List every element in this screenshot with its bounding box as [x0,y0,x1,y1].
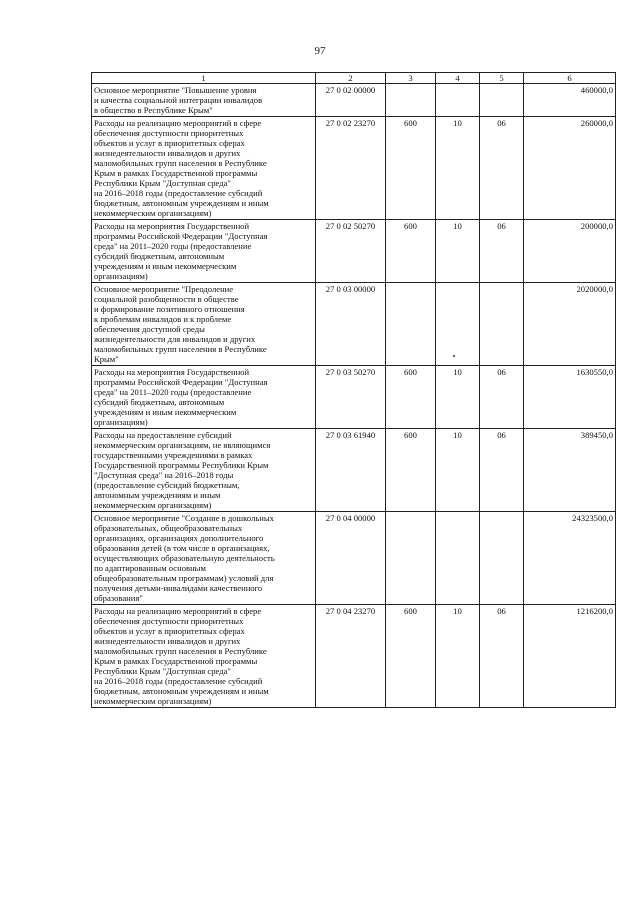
row-name-line: общеобразовательным программам) условий для [94,573,274,583]
row-name-line: "Доступная среда" на 2016–2018 годы [94,470,234,480]
table-row [92,220,616,283]
row-col4: 10 [436,220,480,283]
row-col3 [386,84,436,117]
row-name-line: образования детей (в том числе в организациях, [94,543,270,553]
row-col3: 600 [386,220,436,283]
row-code: 27 0 04 00000 [316,512,386,605]
row-name-line: и качества социальной интеграции инвалидов [94,95,263,105]
row-name-line: образовательных, общеобразовательных [94,523,243,533]
row-amount: 389450,0 [524,429,616,512]
row-name [92,366,316,429]
row-name-line: учреждениям и иным некоммерческим [94,261,237,271]
table-row [92,512,616,605]
row-col5: 06 [480,605,524,708]
row-name-line: к проблемам инвалидов и к проблеме [94,314,232,324]
row-code: 27 0 03 50270 [316,366,386,429]
row-name-line: жизнедеятельности для инвалидов и других [94,334,256,344]
scan-speck [453,355,455,357]
row-name-line: на 2016–2018 годы (предоставление субсидий [94,676,263,686]
row-col3: 600 [386,605,436,708]
row-col4 [436,283,480,366]
row-name-line: Расходы на мероприятия Государственной [94,367,250,377]
row-name-line: Основное мероприятие "Повышение уровня [94,85,257,95]
row-name-line: маломобильных групп населения в Республике [94,646,267,656]
row-amount: 200000,0 [524,220,616,283]
row-amount: 460000,0 [524,84,616,117]
table-row [92,84,616,117]
table-row [92,429,616,512]
row-col3: 600 [386,429,436,512]
row-name-line: Расходы на предоставление субсидий [94,430,232,440]
row-name-line: организациям) [94,417,148,427]
row-name-line: обеспечения доступности приоритетных [94,128,244,138]
row-name-line: Основное мероприятие "Создание в дошкольных [94,513,274,523]
row-name-line: программы Российской Федерации "Доступная [94,377,268,387]
table-row [92,605,616,708]
table-row [92,366,616,429]
row-code: 27 0 04 23270 [316,605,386,708]
budget-table [91,72,616,708]
header-row [92,73,616,84]
row-name-line: субсидий бюджетным, автономным [94,251,225,261]
row-name-line: обеспечения доступной среды [94,324,205,334]
row-col5: 06 [480,429,524,512]
row-name-line: некоммерческим организациям, не являющимся [94,440,271,450]
table-body [92,84,616,708]
row-name-line: бюджетным, автономным учреждениям и иным [94,198,269,208]
row-name-line: бюджетным, автономным учреждениям и иным [94,686,269,696]
row-col5 [480,283,524,366]
row-name-line: Государственной программы Республики Крым [94,460,269,470]
row-code: 27 0 02 23270 [316,117,386,220]
row-name-line: (предоставление субсидий бюджетным, [94,480,240,490]
row-name-line: получения детьми-инвалидами качественного [94,583,263,593]
header-cell-1: 1 [92,73,316,84]
row-name-line: государственными учреждениями в рамках [94,450,253,460]
row-name-line: и формирование позитивного отношения [94,304,245,314]
row-col3: 600 [386,117,436,220]
row-col4 [436,84,480,117]
row-col4: 10 [436,429,480,512]
row-name [92,84,316,117]
row-name-line: маломобильных групп населения в Республике [94,158,267,168]
row-amount: 1630550,0 [524,366,616,429]
header-cell-3: 3 [386,73,436,84]
row-name-line: на 2016–2018 годы (предоставление субсидий [94,188,263,198]
row-amount: 2020000,0 [524,283,616,366]
row-code: 27 0 03 61940 [316,429,386,512]
row-name-line: маломобильных групп населения в Республике [94,344,267,354]
header-cell-6: 6 [524,73,616,84]
row-name-line: Расходы на реализацию мероприятий в сфере [94,606,262,616]
row-name [92,283,316,366]
row-name-line: Расходы на реализацию мероприятий в сфере [94,118,262,128]
row-code: 27 0 02 00000 [316,84,386,117]
header-cell-4: 4 [436,73,480,84]
row-name-line: Основное мероприятие "Преодоление [94,284,234,294]
row-col3: 600 [386,366,436,429]
row-name-line: объектов и услуг в приоритетных сферах [94,138,245,148]
row-name-line: в общество в Республике Крым" [94,105,213,115]
row-name-line: жизнедеятельности инвалидов и других [94,636,241,646]
row-name-line: Расходы на мероприятия Государственной [94,221,250,231]
header-cell-2: 2 [316,73,386,84]
row-col5 [480,84,524,117]
row-name-line: среда" на 2011–2020 годы (предоставление [94,241,252,251]
row-col3 [386,512,436,605]
row-name-line: автономным учреждениям и иным [94,490,221,500]
row-name-line: некоммерческим организациям) [94,696,212,706]
row-name-line: Республики Крым "Доступная среда" [94,178,231,188]
row-name [92,605,316,708]
row-name-line: социальной разобщенности в обществе [94,294,239,304]
row-name-line: осуществляющих образовательную деятельность [94,553,275,563]
row-amount: 1216200,0 [524,605,616,708]
row-name-line: субсидий бюджетным, автономным [94,397,225,407]
row-col3 [386,283,436,366]
row-name [92,429,316,512]
row-name-line: Республики Крым "Доступная среда" [94,666,231,676]
row-name [92,512,316,605]
row-name-line: объектов и услуг в приоритетных сферах [94,626,245,636]
row-col4: 10 [436,117,480,220]
row-col4 [436,512,480,605]
row-name-line: Крым" [94,354,119,364]
row-name-line: некоммерческим организациям) [94,500,212,510]
row-col5: 06 [480,117,524,220]
row-name-line: жизнедеятельности инвалидов и других [94,148,241,158]
row-name-line: программы Российской Федерации "Доступная [94,231,268,241]
row-name-line: организациях, организациях дополнительного [94,533,264,543]
row-name [92,117,316,220]
row-name-line: по адаптированным основным [94,563,206,573]
row-code: 27 0 02 50270 [316,220,386,283]
row-col5: 06 [480,220,524,283]
row-name-line: образования" [94,593,143,603]
table-row [92,117,616,220]
row-name-line: среда" на 2011–2020 годы (предоставление [94,387,252,397]
row-code: 27 0 03 00000 [316,283,386,366]
row-col4: 10 [436,605,480,708]
page-number: 97 [314,45,326,57]
row-name [92,220,316,283]
row-name-line: Крым в рамках Государственной программы [94,656,258,666]
header-cell-5: 5 [480,73,524,84]
row-col4: 10 [436,366,480,429]
row-col5 [480,512,524,605]
row-col5: 06 [480,366,524,429]
row-amount: 24323500,0 [524,512,616,605]
row-name-line: обеспечения доступности приоритетных [94,616,244,626]
table-row [92,283,616,366]
row-amount: 260000,0 [524,117,616,220]
row-name-line: учреждениям и иным некоммерческим [94,407,237,417]
row-name-line: некоммерческим организациям) [94,208,212,218]
row-name-line: Крым в рамках Государственной программы [94,168,258,178]
row-name-line: организациям) [94,271,148,281]
